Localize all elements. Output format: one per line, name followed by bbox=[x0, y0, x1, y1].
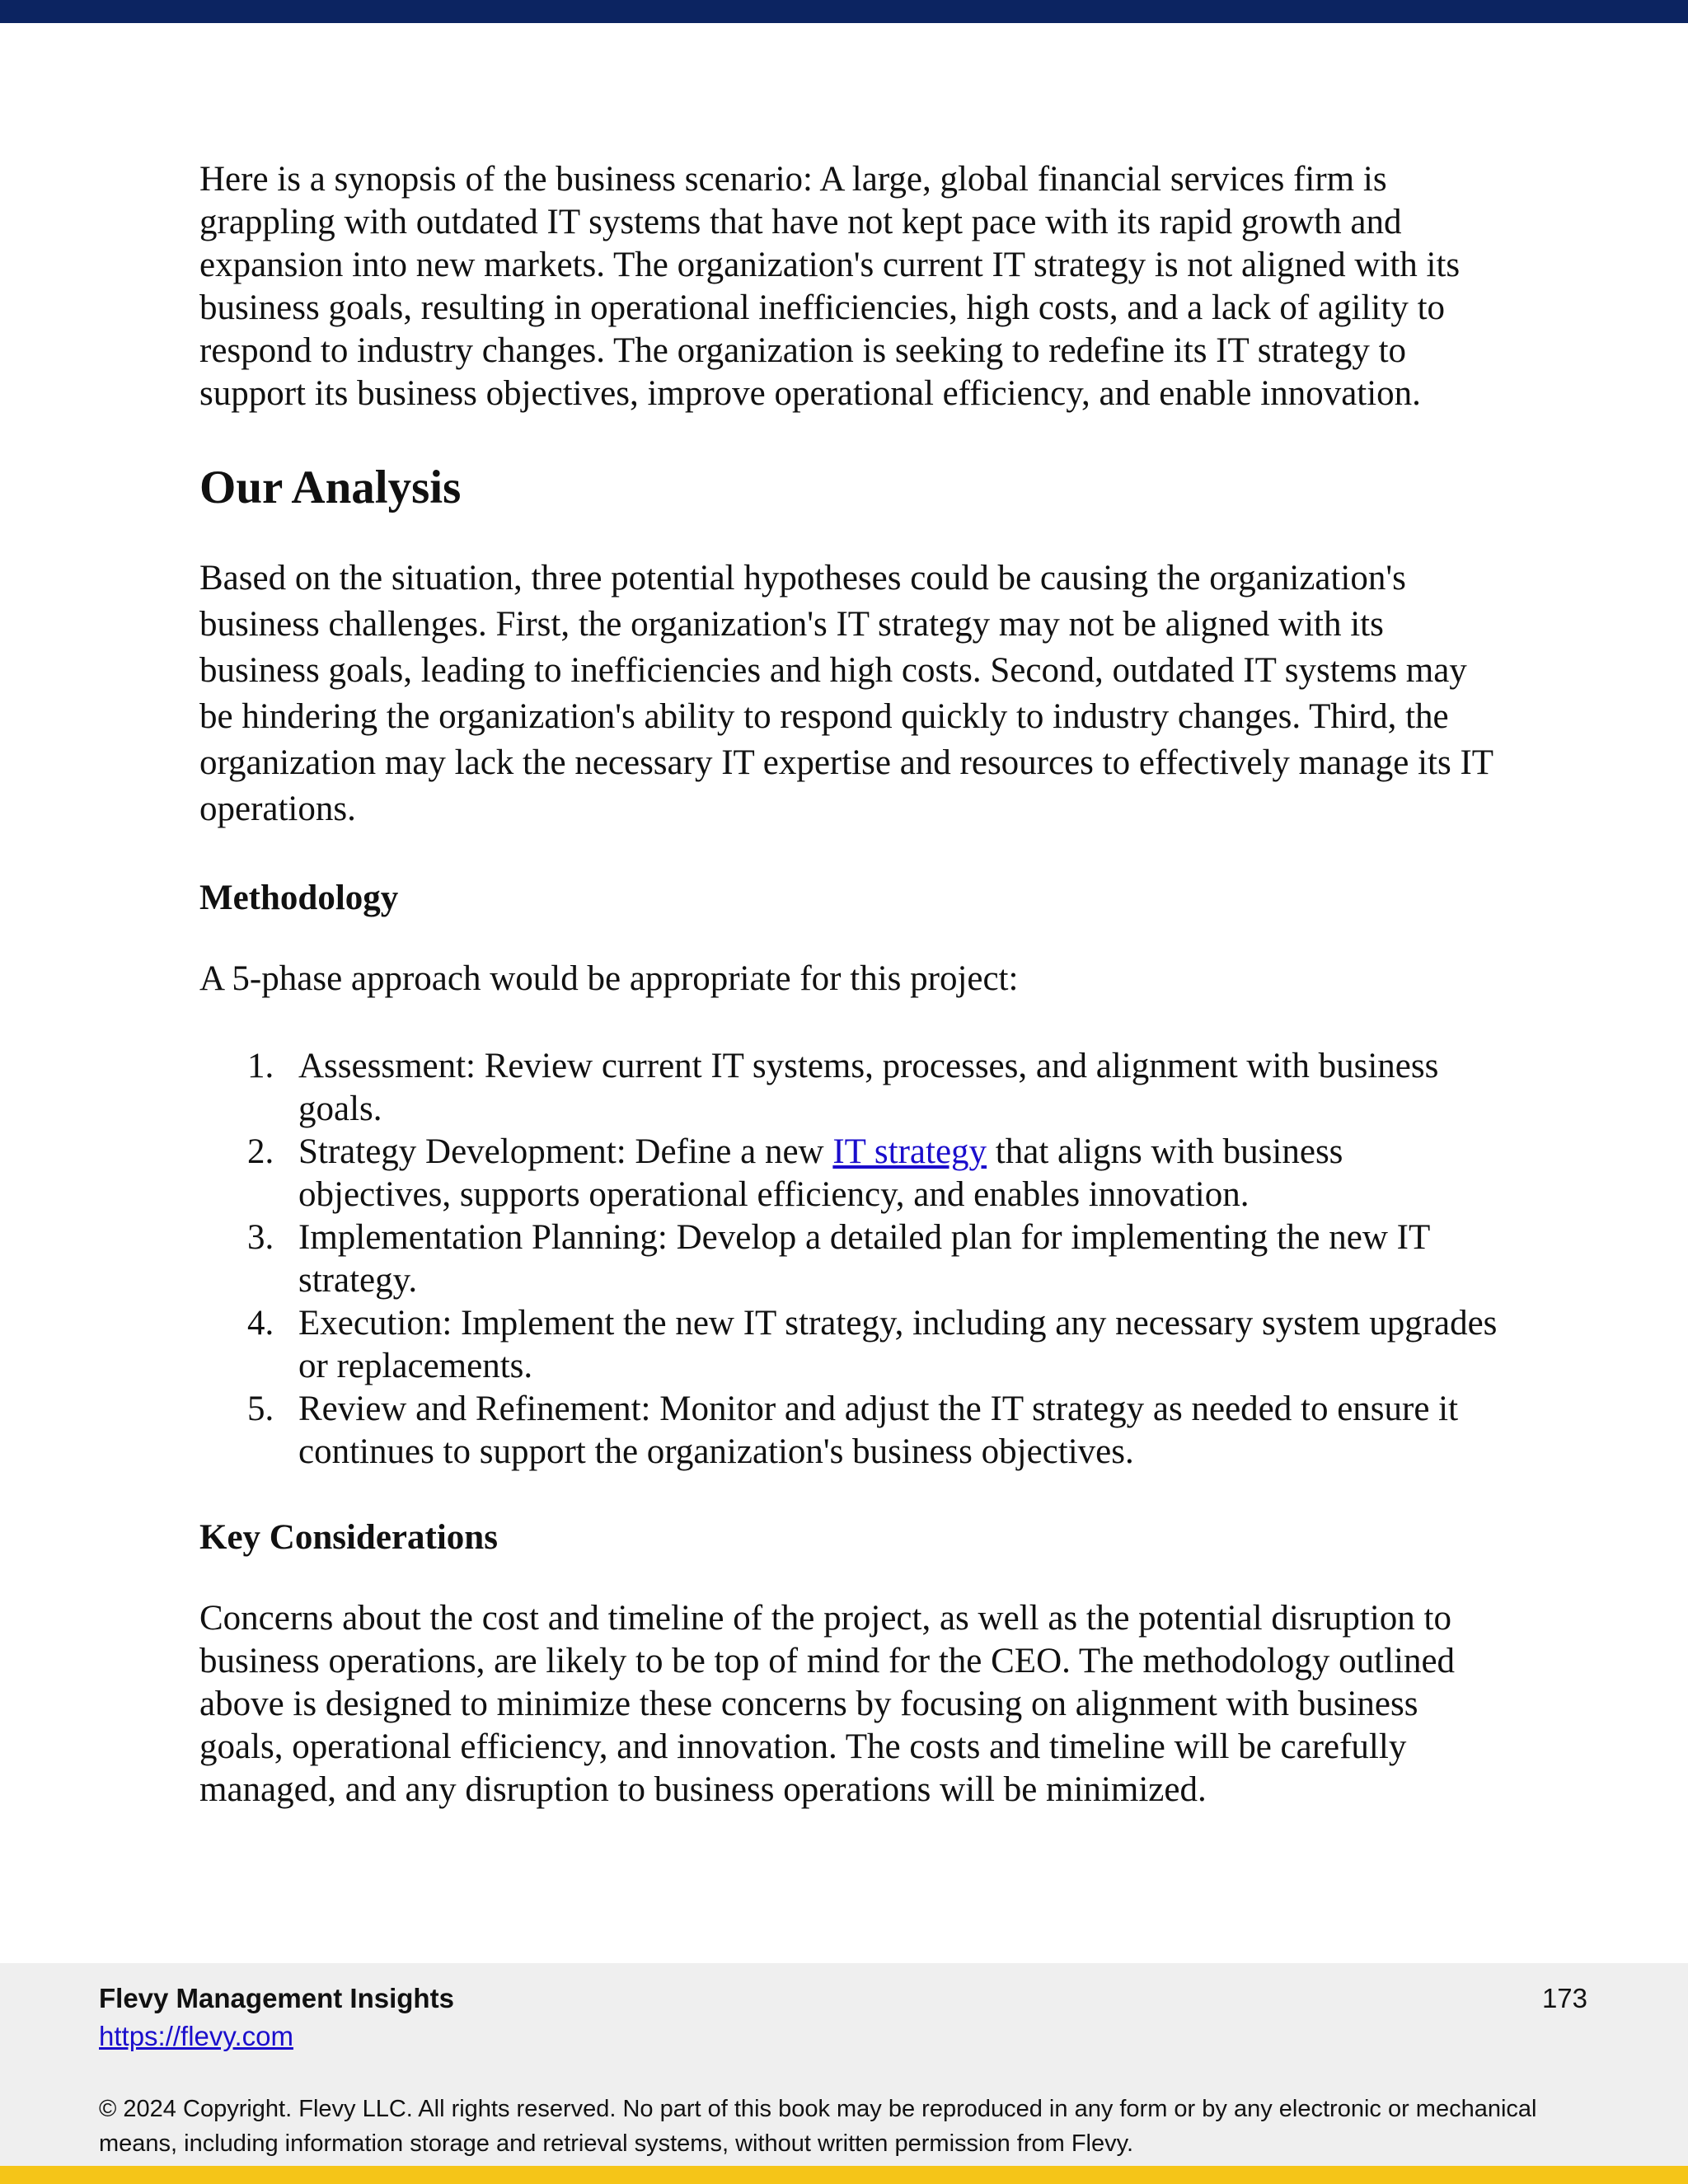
list-number: 4. bbox=[247, 1304, 274, 1343]
list-item bbox=[199, 1216, 1502, 1302]
phase-list bbox=[199, 1045, 1502, 1474]
list-number: 1. bbox=[247, 1047, 274, 1085]
list-item-text: Assessment: Review current IT systems, processes, and alignment with business goals. bbox=[298, 1047, 1439, 1128]
page-footer bbox=[0, 1963, 1688, 2166]
list-number: 2. bbox=[247, 1132, 274, 1171]
considerations-title: Key Considerations bbox=[199, 1518, 498, 1557]
methodology-title: Methodology bbox=[199, 879, 399, 917]
page-content bbox=[199, 158, 1502, 1856]
methodology-intro: A 5-phase approach would be appropriate for this project: bbox=[199, 959, 1019, 998]
list-item-text: Review and Refinement: Monitor and adjust the IT strategy as needed to ensure it continues to support the organization's business objectives. bbox=[298, 1390, 1459, 1471]
footer-link[interactable]: https://flevy.com bbox=[99, 2021, 293, 2051]
analysis-title: Our Analysis bbox=[199, 462, 462, 513]
list-item-text-before: Strategy Development: Define a new bbox=[298, 1132, 833, 1171]
list-item-text: Implementation Planning: Develop a detailed plan for implementing the new IT strategy. bbox=[298, 1218, 1430, 1300]
list-item-text-after: that aligns with business objectives, supports operational efficiency, and enables innovation. bbox=[298, 1132, 1343, 1214]
bottom-accent-bar bbox=[0, 2166, 1688, 2184]
list-number: 3. bbox=[247, 1218, 274, 1257]
list-item bbox=[199, 1131, 1502, 1216]
analysis-paragraph: Based on the situation, three potential hypotheses could be causing the organization's business challenges. First, the organization's IT strategy may not be aligned with its business goals, leading to inefficiencies and high costs. Second, outdated IT systems may be hindering the organization's ability to respond quickly to industry changes. Third, the organization may lack the necessary IT expertise and resources to effectively manage its IT operations. bbox=[199, 559, 1493, 828]
intro-paragraph: Here is a synopsis of the business scenario: A large, global financial services firm is grappling with outdated IT systems that have not kept pace with its rapid growth and expansion into new markets. The organization's current IT strategy is not aligned with its business goals, resulting in operational inefficiencies, high costs, and a lack of agility to respond to industry changes. The organization is seeking to redefine its IT strategy to support its business objectives, improve operational efficiency, and enable innovation. bbox=[199, 160, 1461, 413]
page-number: 173 bbox=[1541, 1983, 1587, 2013]
list-item bbox=[199, 1388, 1502, 1474]
list-item bbox=[199, 1045, 1502, 1131]
list-number: 5. bbox=[247, 1390, 274, 1428]
top-accent-bar bbox=[0, 0, 1688, 23]
list-item bbox=[199, 1302, 1502, 1388]
considerations-paragraph: Concerns about the cost and timeline of the project, as well as the potential disruption to business operations, are likely to be top of mind for the CEO. The methodology outlined above is designed to minimize these concerns by focusing on alignment with business goals, operational efficiency, and innovation. The costs and timeline will be carefully managed, and any disruption to business operations will be minimized. bbox=[199, 1599, 1456, 1809]
copyright-notice: © 2024 Copyright. Flevy LLC. All rights reserved. No part of this book may be reproduced in any form or by any electronic or mechanical means, including information storage and retrieval systems, without written permission from Flevy. bbox=[99, 2096, 1537, 2157]
footer-title: Flevy Management Insights bbox=[99, 1983, 454, 2013]
list-item-text: Execution: Implement the new IT strategy, including any necessary system upgrades or replacements. bbox=[298, 1304, 1498, 1385]
it-strategy-link[interactable]: IT strategy bbox=[832, 1132, 987, 1171]
